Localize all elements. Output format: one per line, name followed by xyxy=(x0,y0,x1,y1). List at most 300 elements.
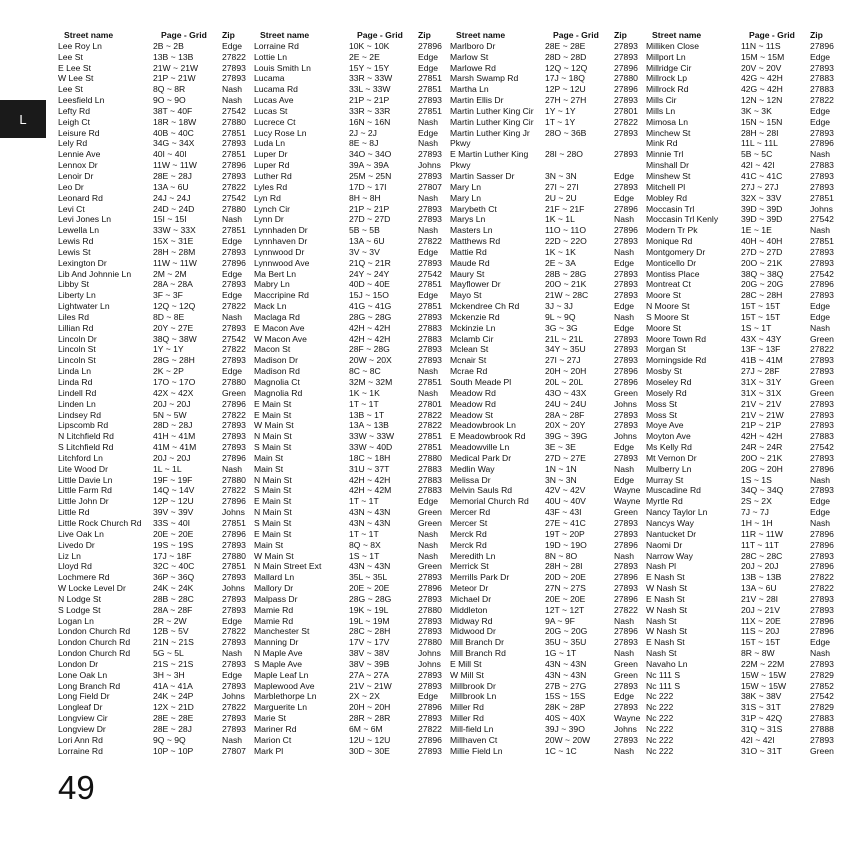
street-name: Mamie Rd xyxy=(254,604,294,615)
index-entry xyxy=(58,301,254,312)
index-entry xyxy=(58,149,254,160)
index-entry xyxy=(254,204,450,215)
zip: 27893 xyxy=(222,442,246,453)
zip: Nash xyxy=(810,149,831,160)
street-name: Minnie Trl xyxy=(646,149,684,160)
zip: 27893 xyxy=(810,366,834,377)
page-grid: 21V ~ 21V xyxy=(741,398,782,409)
page-grid: 20H ~ 20H xyxy=(545,366,587,377)
index-entry xyxy=(254,41,450,52)
zip: 27893 xyxy=(614,279,638,290)
page-grid: 15Y ~ 15Y xyxy=(349,62,390,73)
street-name: Minshall Dr xyxy=(646,160,689,171)
zip: 27896 xyxy=(614,62,638,73)
zip: Green xyxy=(418,507,442,518)
street-name: Lynnwood Ave xyxy=(254,257,310,268)
page-grid: 7J ~ 7J xyxy=(741,507,769,518)
index-entry xyxy=(450,496,646,507)
zip: 27893 xyxy=(810,452,834,463)
index-entry xyxy=(58,420,254,431)
zip: 27896 xyxy=(614,225,638,236)
zip: 27893 xyxy=(614,95,638,106)
page-grid: 3J ~ 3J xyxy=(545,301,573,312)
page-grid: 1C ~ 1C xyxy=(545,745,577,756)
zip: Edge xyxy=(418,51,439,62)
street-name: Moye Ave xyxy=(646,420,684,431)
street-name: Luda Ln xyxy=(254,138,286,149)
page-grid: 12P ~ 12U xyxy=(153,496,194,507)
index-entry xyxy=(646,334,842,345)
page-grid: 15J ~ 15O xyxy=(349,290,389,301)
index-entry xyxy=(58,442,254,453)
page-grid: 2U ~ 2U xyxy=(545,192,577,203)
page-grid: 11X ~ 20E xyxy=(741,615,781,626)
street-name: Lincoln St xyxy=(58,344,96,355)
zip: 27542 xyxy=(222,192,246,203)
zip: 27893 xyxy=(222,279,246,290)
page-grid: 27E ~ 41C xyxy=(545,517,586,528)
zip: 27822 xyxy=(418,724,442,734)
index-entry xyxy=(58,399,254,410)
page-grid: 1T ~ 1T xyxy=(349,528,379,539)
index-entry xyxy=(450,149,646,160)
zip: Nash xyxy=(222,214,243,225)
zip: 27893 xyxy=(614,583,638,594)
index-entry xyxy=(646,117,842,128)
zip: 27896 xyxy=(810,463,834,474)
street-name: Meadowbrook Ln xyxy=(450,420,516,431)
index-entry xyxy=(58,247,254,258)
street-name: N Main St xyxy=(254,474,292,485)
street-name: Lynnhaven Dr xyxy=(254,236,308,247)
zip: Green xyxy=(614,669,638,680)
street-name: Madison Rd xyxy=(254,366,300,377)
header-street-name: Street name xyxy=(456,30,506,40)
page-grid: 41M ~ 41M xyxy=(153,442,197,453)
zip: 27542 xyxy=(222,333,246,344)
header-zip: Zip xyxy=(418,30,431,40)
street-name: N Lodge St xyxy=(58,593,101,604)
page-grid: 42X ~ 42X xyxy=(153,387,194,398)
street-name: Lynnhaden Dr xyxy=(254,225,308,236)
index-entry xyxy=(450,681,646,692)
index-entry xyxy=(646,583,842,594)
index-entry xyxy=(58,366,254,377)
street-name: Millbrook Ln xyxy=(450,691,497,702)
zip: Edge xyxy=(418,62,439,73)
zip: 27880 xyxy=(222,203,246,214)
page-grid: 20J ~ 20J xyxy=(741,561,779,572)
street-name: E Nash St xyxy=(646,593,685,604)
index-entry xyxy=(58,670,254,681)
street-name: Lincoln Dr xyxy=(58,333,97,344)
index-entry xyxy=(254,507,450,518)
page-grid: 21P ~ 21P xyxy=(349,95,390,106)
page-grid: 19F ~ 19F xyxy=(153,474,193,485)
page-grid: 13B ~ 13B xyxy=(153,51,194,62)
page-grid: 40B ~ 40C xyxy=(153,127,194,138)
street-name: Lennie Ave xyxy=(58,149,101,160)
index-entry xyxy=(450,659,646,670)
street-name: Nc 222 xyxy=(646,702,674,713)
page-grid: 27I ~ 27I xyxy=(545,181,579,192)
index-entry xyxy=(646,746,842,757)
page-grid: 28O ~ 36B xyxy=(545,127,587,138)
street-name: Lindell Rd xyxy=(58,387,97,398)
street-name: Litchford Ln xyxy=(58,452,103,463)
index-entry xyxy=(646,95,842,106)
zip: 27822 xyxy=(810,583,834,594)
page-grid: 28H ~ 28I xyxy=(741,127,779,138)
page-grid: 28C ~ 28H xyxy=(349,626,391,637)
zip: Edge xyxy=(614,301,635,312)
index-entry xyxy=(58,702,254,713)
zip: 27893 xyxy=(222,420,246,431)
index-entry xyxy=(254,735,450,746)
street-name: E Main St xyxy=(254,409,292,420)
index-entry xyxy=(646,572,842,583)
page-grid: 28E ~ 28J xyxy=(153,170,192,181)
zip: Edge xyxy=(222,669,243,680)
index-entry xyxy=(58,193,254,204)
column-header xyxy=(58,30,254,41)
zip: 27896 xyxy=(614,572,638,583)
zip: 27893 xyxy=(418,203,442,214)
zip: 27893 xyxy=(810,181,834,192)
page-grid: 2K ~ 2P xyxy=(153,366,184,377)
index-entry xyxy=(450,691,646,702)
street-name: Ms Kelly Rd xyxy=(646,442,692,453)
street-name: Lillian Rd xyxy=(58,322,94,333)
zip: 27893 xyxy=(222,322,246,333)
zip: 27822 xyxy=(222,485,246,496)
index-entry xyxy=(646,464,842,475)
index-entry xyxy=(646,551,842,562)
index-entry xyxy=(646,702,842,713)
street-name: Leisure Rd xyxy=(58,127,100,138)
zip: Nash xyxy=(614,311,635,322)
zip: 27851 xyxy=(222,127,246,138)
zip: Edge xyxy=(614,691,635,702)
index-entry xyxy=(646,106,842,117)
street-name: Macon St xyxy=(254,344,291,355)
zip: 27822 xyxy=(810,572,834,583)
zip: 27542 xyxy=(810,268,834,279)
page-grid: 41C ~ 41C xyxy=(741,170,783,181)
index-entry xyxy=(254,431,450,442)
zip: 27893 xyxy=(614,40,638,51)
zip: Green xyxy=(222,387,246,398)
index-entry xyxy=(254,540,450,551)
street-name: Nc 222 xyxy=(646,734,674,745)
page-grid: 20W ~ 20W xyxy=(545,734,591,745)
page-grid: 13A ~ 13B xyxy=(349,420,389,431)
zip: 27896 xyxy=(810,138,834,149)
street-name: Merck Rd xyxy=(450,528,487,539)
street-name: Mckendree Ch Rd xyxy=(450,301,520,312)
zip: Nash xyxy=(614,550,635,561)
index-entry xyxy=(646,258,842,269)
index-entry xyxy=(58,334,254,345)
page-grid: 15T ~ 15T xyxy=(741,311,781,322)
page-grid: 8D ~ 8E xyxy=(153,311,185,322)
page-grid: 35L ~ 35L xyxy=(349,572,388,583)
zip: Edge xyxy=(810,496,831,507)
street-name: S Moore St xyxy=(646,311,689,322)
index-entry xyxy=(254,193,450,204)
zip: 27822 xyxy=(614,116,638,127)
page-grid: 38V ~ 38V xyxy=(349,648,390,659)
index-entry xyxy=(646,290,842,301)
page-grid: 12Q ~ 12Q xyxy=(545,62,588,73)
page-grid: 33W ~ 33W xyxy=(349,431,395,442)
street-name: Nc 222 xyxy=(646,691,674,702)
street-name: Montiss Place xyxy=(646,268,700,279)
zip: 27893 xyxy=(418,593,442,604)
street-name: Medical Park Dr xyxy=(450,452,512,463)
street-name: Mckenzie Rd xyxy=(450,311,500,322)
zip: Edge xyxy=(222,290,243,301)
page-grid: 41B ~ 41M xyxy=(741,355,783,366)
street-name: Martin Luther King Cir xyxy=(450,105,534,116)
street-name: Malpass Dr xyxy=(254,593,298,604)
index-entry xyxy=(646,355,842,366)
street-name: Mosby St xyxy=(646,366,682,377)
street-name: E Nash St xyxy=(646,637,685,648)
street-name: Myrtle Rd xyxy=(646,496,683,507)
header-page-grid: Page - Grid xyxy=(553,30,599,40)
section-letter-tab xyxy=(0,100,46,138)
zip: 27542 xyxy=(418,268,442,279)
index-entry xyxy=(254,334,450,345)
index-entry xyxy=(254,561,450,572)
page-grid: 33L ~ 33W xyxy=(349,84,391,95)
street-name: Minchew St xyxy=(646,127,691,138)
zip: Edge xyxy=(614,322,635,333)
street-name: Lucas St xyxy=(254,105,288,116)
page-grid: 28C ~ 28H xyxy=(741,290,783,301)
page-grid: 11N ~ 11S xyxy=(741,40,781,51)
index-entry xyxy=(254,290,450,301)
street-name: E Martin Luther King xyxy=(450,149,529,160)
index-column-4 xyxy=(646,30,842,757)
zip: 27896 xyxy=(222,257,246,268)
zip: 27542 xyxy=(810,691,834,702)
zip: Edge xyxy=(418,290,439,301)
street-name: Monticello Dr xyxy=(646,257,697,268)
page-grid: 38Q ~ 38Q xyxy=(741,268,784,279)
index-entry xyxy=(646,138,842,149)
zip: 27822 xyxy=(418,236,442,247)
index-entry xyxy=(450,561,646,572)
index-entry xyxy=(254,312,450,323)
page-grid: 43F ~ 43I xyxy=(545,507,582,518)
index-entry xyxy=(450,334,646,345)
street-name: Moseley Rd xyxy=(646,377,692,387)
index-entry xyxy=(450,670,646,681)
index-entry xyxy=(450,106,646,117)
street-name: Mills Cir xyxy=(646,95,677,106)
street-name: Lib And Johnnie Ln xyxy=(58,268,132,279)
page-grid: 43N ~ 43N xyxy=(349,507,391,518)
zip: Johns xyxy=(614,398,637,409)
index-entry xyxy=(58,713,254,724)
index-entry xyxy=(254,95,450,106)
index-entry xyxy=(58,388,254,399)
index-entry xyxy=(646,605,842,616)
street-name: Lyles Rd xyxy=(254,181,288,192)
street-name: Mobley Rd xyxy=(646,192,688,203)
page-grid: 35U ~ 35U xyxy=(545,637,587,648)
index-entry xyxy=(450,572,646,583)
index-entry xyxy=(646,659,842,670)
page-grid: 1S ~ 1T xyxy=(349,550,380,561)
street-name: Meadowville Ln xyxy=(450,442,510,453)
index-column-3 xyxy=(450,30,646,757)
page-grid: 39V ~ 39V xyxy=(153,507,194,518)
street-name: Lindsey Rd xyxy=(58,409,101,420)
index-entry xyxy=(646,735,842,746)
street-name: Martin Luther King Jr xyxy=(450,127,530,138)
page-grid: 8C ~ 8C xyxy=(349,366,381,377)
index-entry xyxy=(254,485,450,496)
zip: Edge xyxy=(614,257,635,268)
zip: 27829 xyxy=(810,669,834,680)
zip: Edge xyxy=(222,268,243,279)
index-entry xyxy=(450,442,646,453)
street-name: Nc 222 xyxy=(646,724,674,734)
index-entry xyxy=(254,52,450,63)
index-entry xyxy=(646,670,842,681)
index-entry xyxy=(450,301,646,312)
page-grid: 34Y ~ 35U xyxy=(545,344,586,355)
zip: 27896 xyxy=(418,702,442,713)
street-name: Miller Rd xyxy=(450,713,484,724)
street-name: Libby St xyxy=(58,279,90,290)
page-grid: 15W ~ 15W xyxy=(741,669,787,680)
index-entry xyxy=(450,388,646,399)
index-entry xyxy=(646,236,842,247)
zip: 27822 xyxy=(222,626,246,637)
index-entry xyxy=(450,193,646,204)
street-name: Maple Leaf Ln xyxy=(254,669,309,680)
index-entry xyxy=(254,323,450,334)
page-grid: 10K ~ 10K xyxy=(349,40,390,51)
street-name: Navaho Ln xyxy=(646,658,688,669)
street-name: Murray St xyxy=(646,474,684,485)
page-grid: 8H ~ 8H xyxy=(349,192,381,203)
page-grid: 27D ~ 27E xyxy=(545,452,586,463)
zip: 27893 xyxy=(222,572,246,583)
page-grid: 3E ~ 3E xyxy=(545,442,576,453)
street-name: Mcrae Rd xyxy=(450,366,488,377)
zip: 27893 xyxy=(810,257,834,268)
zip: 27851 xyxy=(222,225,246,236)
page-grid: 24Y ~ 24Y xyxy=(349,268,390,279)
page-grid: 20O ~ 21K xyxy=(741,257,783,268)
index-entry xyxy=(254,594,450,605)
page-grid: 20L ~ 20L xyxy=(545,377,584,387)
zip: Nash xyxy=(418,539,439,550)
zip: Nash xyxy=(614,745,635,756)
street-name: Miller Rd xyxy=(450,702,484,713)
page-grid: 12P ~ 12U xyxy=(545,84,586,95)
page-grid: 15T ~ 15T xyxy=(741,301,781,312)
page-grid: 2E ~ 3A xyxy=(545,257,576,268)
page-grid: 11R ~ 11W xyxy=(741,528,783,539)
street-name: Marsh Swamp Rd xyxy=(450,73,519,84)
zip: 27542 xyxy=(810,214,834,225)
header-street-name: Street name xyxy=(652,30,702,40)
index-entry xyxy=(646,193,842,204)
street-name: Narrow Way xyxy=(646,550,693,561)
street-name: Millbrook Dr xyxy=(450,680,496,691)
zip: 27893 xyxy=(810,485,834,496)
zip: 27893 xyxy=(614,680,638,691)
index-entry xyxy=(58,236,254,247)
zip: 27893 xyxy=(614,51,638,62)
zip: 27893 xyxy=(614,517,638,528)
index-entry xyxy=(58,225,254,236)
page-grid: 24U ~ 24U xyxy=(545,398,587,409)
zip: 27896 xyxy=(222,452,246,463)
page-grid: 28E ~ 28E xyxy=(545,40,586,51)
index-entry xyxy=(58,182,254,193)
index-entry xyxy=(450,594,646,605)
street-name: Pkwy xyxy=(450,160,471,171)
index-entry xyxy=(58,84,254,95)
street-name: S Lodge St xyxy=(58,604,101,615)
zip: 27851 xyxy=(222,561,246,572)
page-grid: 8Q ~ 8R xyxy=(153,84,186,95)
index-entry xyxy=(646,225,842,236)
zip: 27893 xyxy=(810,409,834,420)
index-entry xyxy=(450,290,646,301)
page-grid: 12T ~ 12T xyxy=(545,604,585,615)
zip: Edge xyxy=(810,105,831,116)
page-grid: 20J ~ 21V xyxy=(741,604,780,615)
page-grid: 20H ~ 20H xyxy=(349,702,391,713)
zip: 27893 xyxy=(810,734,834,745)
page-grid xyxy=(545,138,614,149)
index-entry xyxy=(646,399,842,410)
zip: 27822 xyxy=(222,409,246,420)
index-entry xyxy=(450,431,646,442)
street-name: Mallory Dr xyxy=(254,583,294,594)
street-name: Mimosa Ln xyxy=(646,116,689,127)
zip: 27822 xyxy=(810,344,834,355)
page-grid: 12B ~ 5V xyxy=(153,626,189,637)
index-entry xyxy=(646,540,842,551)
index-entry xyxy=(254,214,450,225)
index-entry xyxy=(58,106,254,117)
zip: 27851 xyxy=(222,149,246,160)
index-entry xyxy=(58,377,254,388)
zip: 27893 xyxy=(418,680,442,691)
page-grid: 3K ~ 3K xyxy=(741,105,772,116)
page-grid: 1Y ~ 1Y xyxy=(153,344,184,355)
page-grid: 27J ~ 28F xyxy=(741,366,780,377)
page-grid: 28B ~ 28G xyxy=(545,268,587,279)
street-name: E Macon Ave xyxy=(254,322,305,333)
index-entry xyxy=(646,561,842,572)
index-entry xyxy=(450,485,646,496)
index-entry xyxy=(646,453,842,464)
index-entry xyxy=(58,681,254,692)
zip: Wayne xyxy=(614,496,641,507)
street-name: W Main St xyxy=(254,550,294,561)
index-entry xyxy=(254,399,450,410)
